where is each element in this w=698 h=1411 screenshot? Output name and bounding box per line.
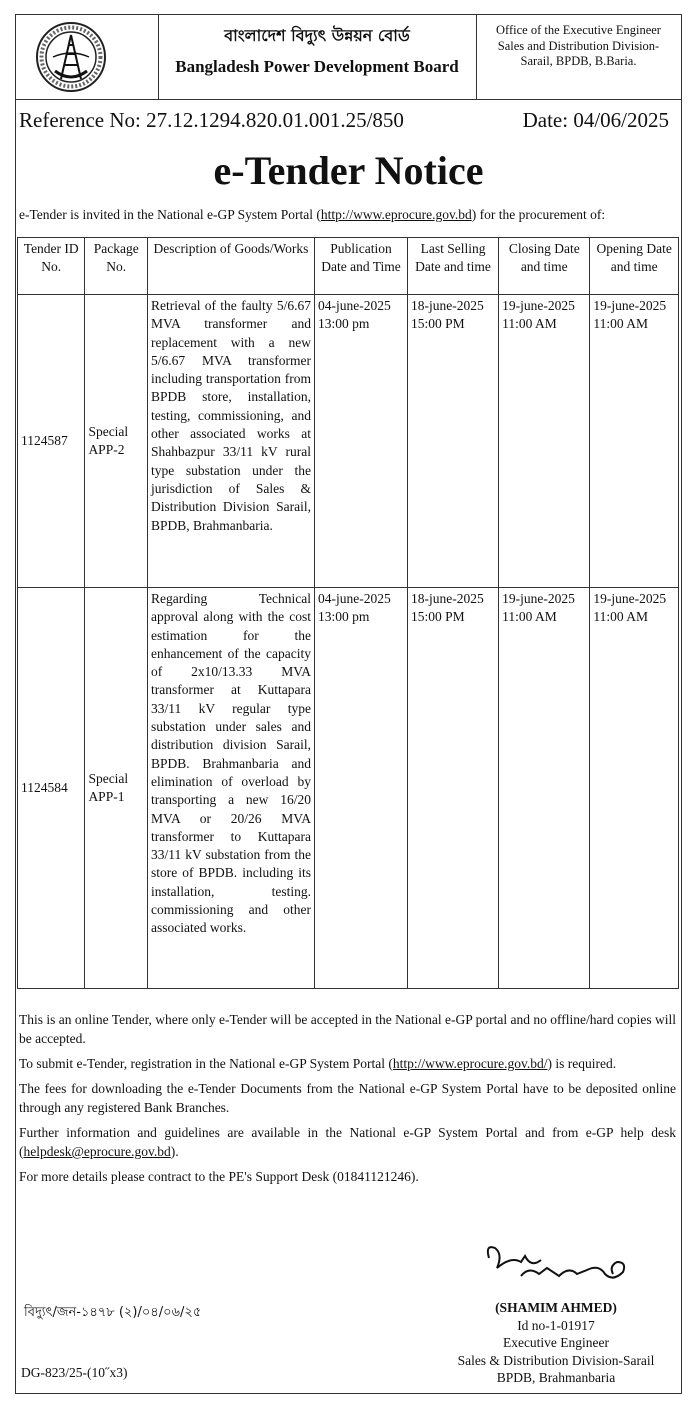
office-address [476,15,681,99]
opening-date: 19-june-2025 11:00 AM [590,295,679,588]
signer-block [436,1299,676,1387]
bpdb-seal-icon [35,21,107,93]
col-header: Publication Date and Time [314,238,407,295]
signer-designation: Executive Engineer [502,1335,610,1350]
intro-text [19,206,674,223]
signer-id: Id no-1-01917 [517,1317,595,1333]
p4-after: ). [170,1144,179,1159]
closing-date: 19-june-2025 11:00 AM [499,588,590,989]
registration-link[interactable]: http://www.eprocure.gov.bd/ [392,1056,548,1071]
signer-location: BPDB, Brahmanbaria [496,1370,616,1385]
office-line: Sarail, BPDB, B.Baria. [520,54,637,68]
eprocure-link[interactable]: http://www.eprocure.gov.bd [320,207,472,222]
office-line: Office of the Executive Engineer [496,23,661,37]
office-line: Sales and Distribution Division- [497,38,660,53]
instruction-paragraph: This is an online Tender, where only e-Tender will be accepted in the National e-GP portal and no offline/hard copies will be accepted. [19,1012,676,1046]
description: Retrieval of the faulty 5/6.67 MVA transformer and replacement with a new 5/6.67 MVA transformer including transportation from BPDB store, installation, testing, commissioning, and other associated works at Shahbazpur 33/11 kV rural type substation under the jurisdiction of Sales & Distribution Division Sarail, BPDB, Brahmanbaria. [148,295,315,588]
p4-before: Further information and guidelines are available in the National e-GP System Portal and from e-GP help desk ( [19,1125,676,1159]
p2-after: ) is required. [547,1056,617,1071]
last-selling-date: 18-june-2025 15:00 PM [407,588,498,989]
publication-date: 04-june-2025 13:00 pm [314,295,407,588]
tender-id: 1124584 [18,588,85,989]
description: Regarding Technical approval along with the cost estimation for the enhancement of the capacity of 2x10/13.33 MVA transformer at Kuttapara 33/11 kV regular type substation under sales and distribution division Sarail, BPDB. Brahmanbaria and elimination of overload by transporting a new 16/20 MVA or 20/26 MVA transformer to Kuttapara 33/11 kV substation from the store of BPDB. including its installation, testing. commissioning and other associated works. [148,588,315,989]
reference-line [19,108,669,133]
org-title-box [158,15,477,99]
package-no: Special APP-1 [85,588,148,989]
col-header: Tender ID No. [18,238,85,295]
logo-box [16,15,159,99]
notice-page [15,14,682,1394]
page-title: e-Tender Notice [213,148,484,193]
letterhead [16,15,681,100]
memo-number: বিদ্যুৎ/জন-১৪৭৮ (২)/০৪/০৬/২৫ [24,1305,202,1320]
package-no: Special APP-2 [85,295,148,588]
intro-after: ) for the procurement of: [471,207,606,222]
signer-name: (SHAMIM AHMED) [495,1300,617,1315]
p2-before: To submit e-Tender, registration in the National e-GP System Portal ( [19,1056,393,1071]
table-row [18,588,679,989]
instruction-paragraph [19,1054,676,1073]
dg-code: DG-823/25-(10˝x3) [21,1365,128,1380]
table-header-row [18,238,679,295]
opening-date: 19-june-2025 11:00 AM [590,588,679,989]
notice-date: Date: 04/06/2025 [522,108,669,132]
col-header: Closing Date and time [499,238,590,295]
publication-date: 04-june-2025 13:00 pm [314,588,407,989]
tender-table [17,237,679,989]
org-name-bangla: বাংলাদেশ বিদ্যুৎ উন্নয়ন বোর্ড [224,26,410,45]
col-header: Opening Date and time [590,238,679,295]
signer-division: Sales & Distribution Division-Sarail [457,1352,655,1368]
last-selling-date: 18-june-2025 15:00 PM [407,295,498,588]
col-header: Package No. [85,238,148,295]
col-header: Last Selling Date and time [407,238,498,295]
instruction-paragraph: For more details please contract to the PE's Support Desk (01841121246). [19,1169,419,1184]
instructions [19,1010,676,1192]
org-name-english: Bangladesh Power Development Board [175,57,459,76]
instruction-paragraph [19,1123,676,1161]
table-row [18,295,679,588]
reference-number: Reference No: 27.12.1294.820.01.001.25/850 [19,108,404,132]
intro-before: e-Tender is invited in the National e-GP System Portal ( [19,207,321,222]
handwritten-signature-icon [481,1238,631,1288]
col-header: Description of Goods/Works [148,238,315,295]
instruction-paragraph: The fees for downloading the e-Tender Documents from the National e-GP System Portal have to be deposited online through any registered Bank Branches. [19,1081,676,1115]
closing-date: 19-june-2025 11:00 AM [499,295,590,588]
tender-id: 1124587 [18,295,85,588]
helpdesk-email-link[interactable]: helpdesk@eprocure.gov.bd [23,1144,171,1159]
